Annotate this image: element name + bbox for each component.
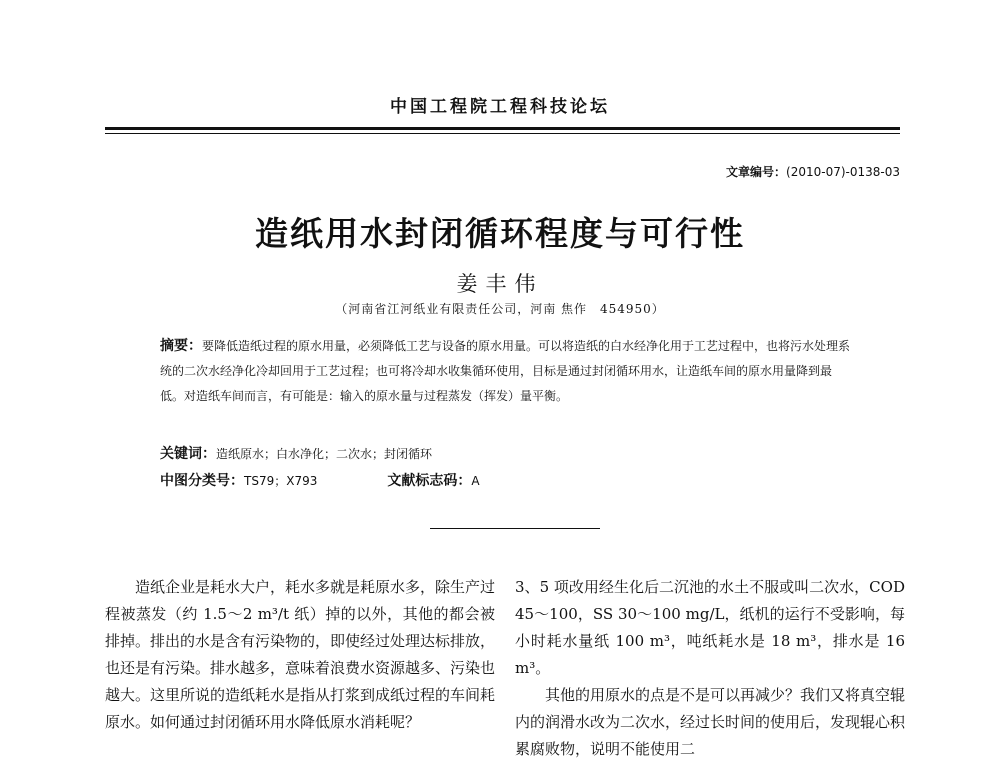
abstract-text: 要降低造纸过程的原水用量，必须降低工艺与设备的原水用量。可以将造纸的白水经净化用于工艺过程中，也将污水处理系统的二次水经净化冷却回用于工艺过程；也可将冷却水收集循环使用，目标是通过封闭循环用水，让造纸车间的原水用量降到最低。对造纸车间而言，有可能是：输入的原水量与过程蒸发（挥发）量平衡。 [160, 339, 851, 403]
keywords-text: 造纸原水；白水净化；二次水；封闭循环 [216, 447, 433, 461]
section-divider [430, 528, 600, 529]
clc-label: 中图分类号： [160, 473, 244, 489]
classification-line [160, 470, 480, 490]
body-paragraph: 造纸企业是耗水大户，耗水多就是耗原水多，除生产过程被蒸发（约 1.5～2 m³/t 纸）掉的以外，其他的都会被排掉。排出的水是含有污染物的，即使经过处理达标排放，也还是有污染。排水越多，意味着浪费水资源越多、污染也越大。这里所说的造纸耗水是指从打浆到成纸过程的车间耗原水。如何通过封闭循环用水降低原水消耗呢？ [105, 578, 496, 731]
article-number-value: (2010-07)-0138-03 [786, 165, 900, 179]
header-rule-thick [105, 127, 900, 130]
keywords-line [160, 443, 432, 463]
journal-header: 中国工程院工程科技论坛 [390, 97, 610, 117]
abstract-label: 摘要： [160, 338, 202, 354]
clc-value: TS79；X793 [244, 474, 318, 488]
body-column-right [515, 574, 905, 763]
header-rule-thin [105, 133, 900, 134]
body-column-left [105, 574, 495, 736]
article-number [726, 163, 900, 180]
article-number-label: 文章编号： [726, 165, 787, 179]
abstract-block [160, 334, 850, 409]
keywords-label: 关键词： [160, 446, 216, 462]
doc-code-value: A [471, 474, 480, 488]
author-name: 姜丰伟 [456, 272, 544, 296]
doc-code-label: 文献标志码： [387, 473, 472, 489]
author-affiliation: （河南省江河纸业有限责任公司，河南 焦作 454950） [335, 302, 665, 316]
paper-title: 造纸用水封闭循环程度与可行性 [255, 214, 745, 253]
body-paragraph: 其他的用原水的点是不是可以再减少？我们又将真空辊内的润滑水改为二次水，经过长时间的使用后，发现辊心积累腐败物，说明不能使用二 [515, 686, 906, 758]
body-paragraph: 3、5 项改用经生化后二沉池的水土不服或叫二次水，COD 45～100，SS 30～100 mg/L，纸机的运行不受影响，每小时耗水量纸 100 m³，吨纸耗水是 18 m³，排水是 16 m³。 [515, 578, 905, 677]
